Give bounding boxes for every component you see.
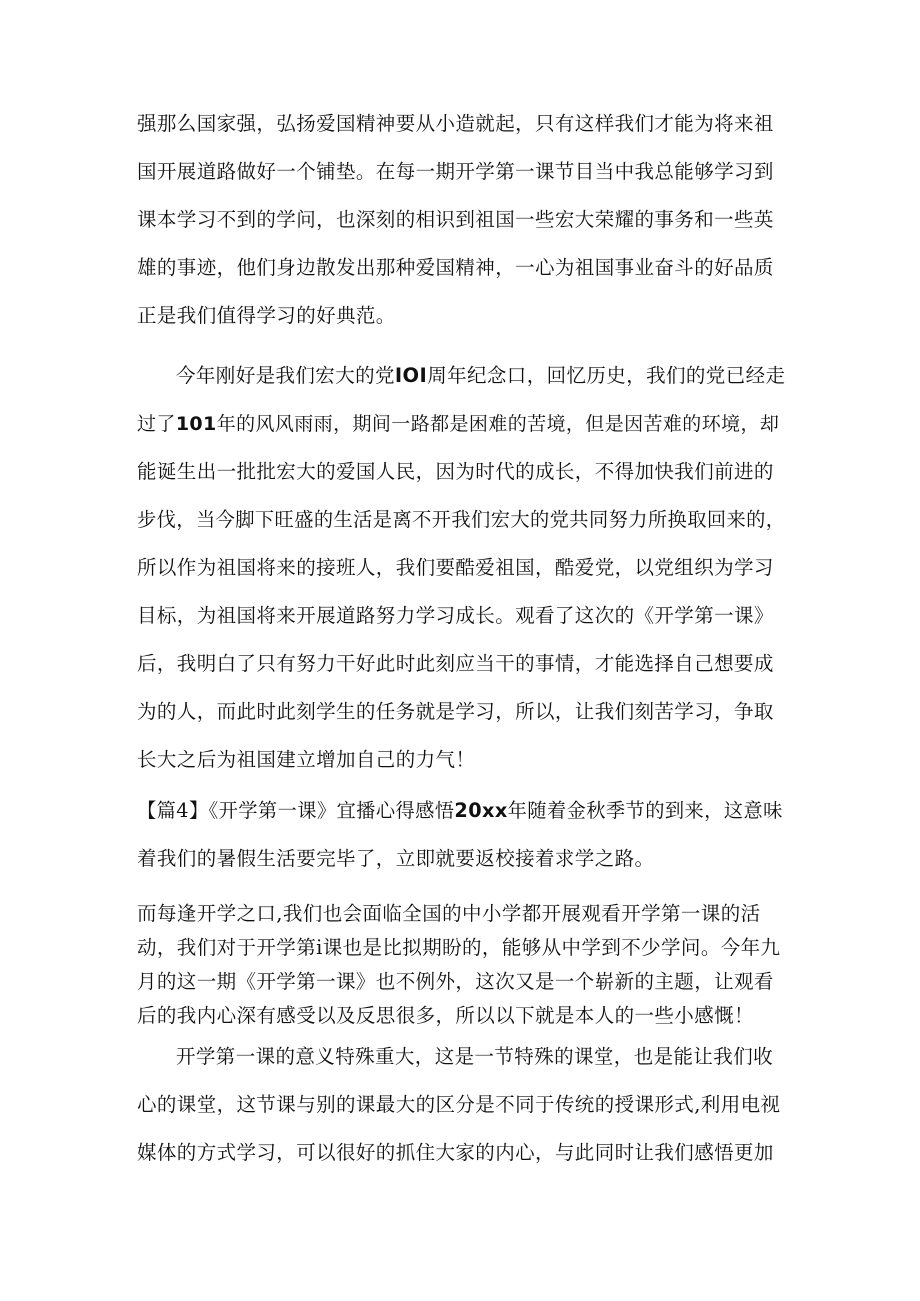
text-line: 课本学习不到的学问，也深刻的相识到祖国一些宏大荣耀的事务和一些英 [137, 208, 774, 231]
text-line: 所以作为祖国将来的接班人，我们要酷爱祖国，酷爱党，以党组织为学习 [137, 556, 774, 579]
text-line: 雄的事迹，他们身边散发出那种爱国精神，一心为祖国事业奋斗的好品质 [137, 256, 774, 279]
text-line: 国开展道路做好一个铺垫。在每一期开学第一课节目当中我总能够学习到 [137, 160, 774, 183]
text-line: 后的我内心深有感受以及反思很多，所以以下就是本人的一些小感慨！ [137, 1004, 754, 1027]
paragraph-5 [137, 1033, 787, 1177]
text-line: 媒体的方式学习，可以很好的抓住大家的内心，与此同时让我们感悟更加 [137, 1141, 774, 1164]
text-line: 月的这一期《开学第一课》也不例外，这次又是一个崭新的主题，让观看 [137, 970, 774, 993]
text-line: 目标，为祖国将来开展道路努力学习成长。观看了这次的《开学第一课》 [137, 604, 774, 627]
text-line: 长大之后为祖国建立增加自己的力气！ [137, 748, 476, 771]
text-line: 步伐，当今脚下旺盛的生活是离不开我们宏大的党共同努力所换取回来的， [137, 508, 786, 531]
section-heading-line: 【篇4】《开学第一课》宜播心得感悟20xx年随着金秋季节的到来，这意味 [137, 799, 783, 822]
text-line: 强那么国家强，弘扬爱国精神要从小造就起，只有这样我们才能为将来祖 [137, 112, 774, 135]
text-line: 过了101年的风风雨雨，期间一路都是困难的苦境，但是因苦难的环境，却 [137, 413, 780, 435]
paragraph-2 [137, 352, 787, 784]
text-line: 能诞生出一批批宏大的爱国人民，因为时代的成长，不得加快我们前进的 [137, 460, 774, 483]
text-line: 今年刚好是我们宏大的党IOI周年纪念口，回忆历史，我们的党已经走 [176, 364, 786, 387]
text-line: 为的人，而此时此刻学生的任务就是学习，所以，让我们刻苦学习，争取 [137, 700, 774, 723]
paragraph-1 [137, 100, 787, 340]
text-line: 正是我们值得学习的好典范。 [137, 304, 396, 327]
text-line: 开学第一课的意义特殊重大，这是一节特殊的课堂，也是能让我们收 [176, 1045, 774, 1068]
text-line: 后，我明白了只有努力干好此时此刻应当干的事情，才能选择自己想要成 [137, 652, 774, 675]
text-line: 动，我们对于开学第i课也是比拟期盼的，能够从中学到不少学问。今年九 [137, 936, 781, 959]
text-line: 而每逢开学之口,我们也会面临全国的中小学都开展观看开学第一课的活 [137, 902, 761, 925]
text-line: 着我们的暑假生活要完毕了，立即就要返校接着求学之路。 [137, 847, 655, 870]
paragraph-4 [137, 897, 787, 1033]
text-line: 心的课堂，这节课与别的课最大的区分是不同于传统的授课形式,利用电视 [137, 1093, 781, 1116]
paragraph-3-heading [137, 787, 787, 883]
